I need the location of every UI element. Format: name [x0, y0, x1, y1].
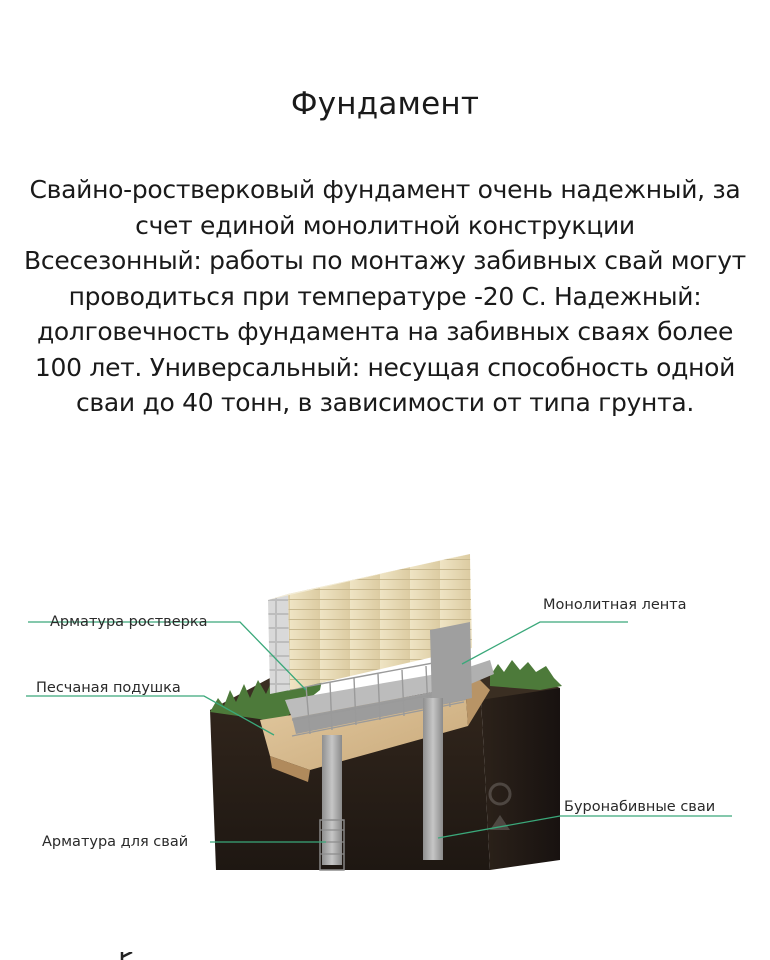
callout-monolithic-strip: Монолитная лента [543, 597, 687, 613]
leader-monolithic-strip [462, 622, 628, 664]
callout-bored-piles: Буронабивные сваи [564, 799, 716, 815]
pile-right [423, 698, 443, 860]
foundation-diagram [20, 530, 750, 880]
description-paragraph-1: Свайно-ростверковый фундамент очень надежный, за счет единой монолитной конструкции [29, 175, 741, 240]
callout-pile-rebar: Арматура для свай [42, 834, 189, 850]
pile-left [322, 735, 342, 865]
callout-grillage-rebar: Арматура ростверка [50, 614, 208, 630]
description-text [20, 172, 750, 421]
callout-sand-cushion: Песчаная подушка [36, 680, 181, 696]
cropped-text-fragment-top [318, 0, 358, 2]
description-paragraph-2: Всесезонный: работы по монтажу забивных свай могут проводиться при температуре -20 С. Надежный: долговечность фундамента на забивных сваях более 100 лет. Универсальный: несущая способность одной сваи до 40 тонн, в зависимости от типа грунта. [24, 246, 746, 417]
page-title: Фундамент [290, 86, 480, 122]
cropped-text-fragment-bottom [118, 952, 148, 960]
